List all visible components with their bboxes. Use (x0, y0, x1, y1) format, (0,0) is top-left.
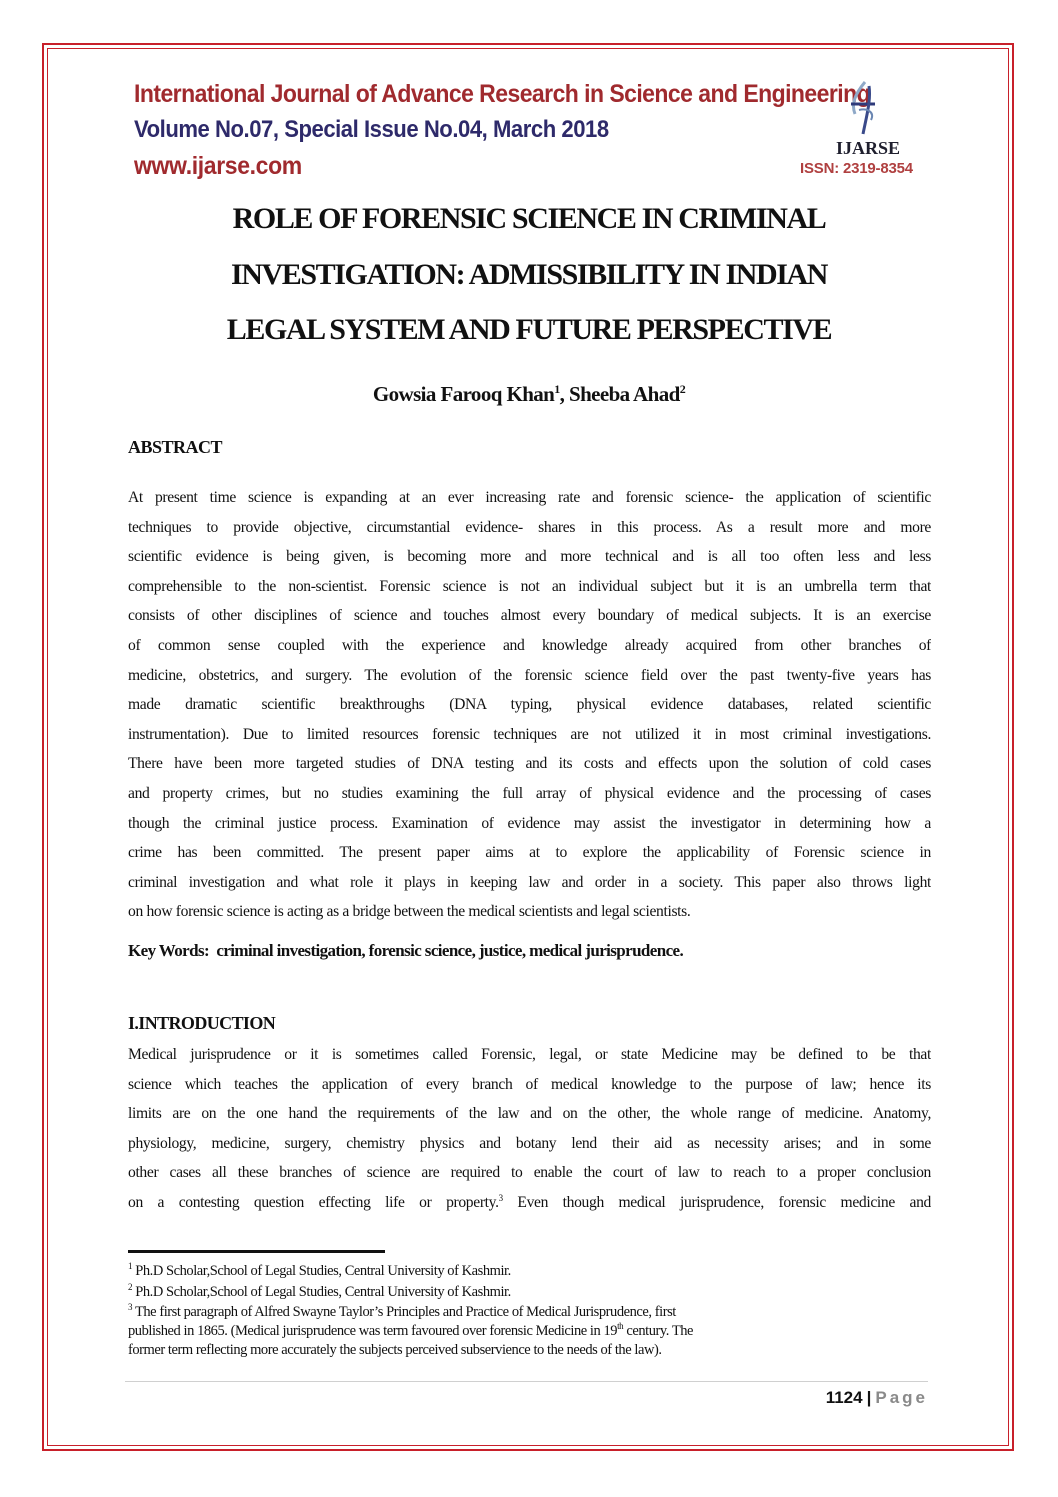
author-list (100, 382, 958, 407)
keywords (128, 941, 683, 961)
volume-issue: Volume No.07, Special Issue No.04, March 2018 (134, 116, 609, 143)
abstract-line: At present time science is expanding at an ever increasing rate and forensic science- the application of scientific (128, 489, 931, 506)
footnote-reference[interactable]: 3 (498, 1192, 503, 1203)
footnote-ordinal: th (617, 1321, 624, 1332)
footnote-mark: 2 (128, 1282, 133, 1293)
paper-title-line: ROLE OF FORENSIC SCIENCE IN CRIMINAL (232, 202, 826, 235)
abstract-line: techniques to provide objective, circumstantial evidence- shares in this process. As a result more and more (128, 518, 931, 536)
introduction-line: science which teaches the application of every branch of medical knowledge to the purpose of law; hence its (128, 1075, 931, 1093)
journal-logo-icon (845, 80, 881, 136)
footnote-text: former term reflecting more accurately the subjects perceived subservience to the needs of the law). (128, 1342, 662, 1358)
footnote-text: Ph.D Scholar,School of Legal Studies, Central University of Kashmir. (132, 1263, 511, 1279)
paper-title-line: LEGAL SYSTEM AND FUTURE PERSPECTIVE (226, 313, 832, 346)
footnote-3 (128, 1303, 928, 1360)
abstract-line: on how forensic science is acting as a bridge between the medical scientists and legal scientists. (128, 903, 691, 921)
introduction-line: Medical jurisprudence or it is sometimes called Forensic, legal, or state Medicine may be defined to be that (128, 1046, 931, 1063)
abstract-line: There have been more targeted studies of DNA testing and its costs and effects upon the solution of cold cases (128, 755, 931, 773)
footnote-mark: 1 (128, 1261, 133, 1272)
page-number-value: 1124 (825, 1388, 863, 1407)
abstract-line: comprehensible to the non-scientist. Forensic science is not an individual subject but it is an umbrella term that (128, 577, 931, 595)
author-name: Gowsia Farooq Khan (372, 382, 555, 406)
introduction-line: physiology, medicine, surgery, chemistry physics and botany lend their aid as necessity arises; and in some (128, 1134, 931, 1152)
page-label: Page (875, 1388, 928, 1407)
footnote-text: The first paragraph of Alfred Swayne Taylor’s Principles and Practice of Medical Jurisprudence, first (132, 1304, 676, 1320)
introduction-text: Even though medical jurisprudence, forensic medicine and (502, 1193, 931, 1211)
abstract-line: crime has been committed. The present paper aims at to explore the applicability of Forensic science in (128, 844, 931, 862)
abstract-line: of common sense coupled with the experience and knowledge already acquired from other branches of (128, 636, 931, 654)
journal-issn: ISSN: 2319-8354 (800, 160, 913, 177)
introduction-line: limits are on the one hand the requirements of the law and on the other, the whole range of medicine. Anatomy, (128, 1105, 931, 1123)
abstract-body (128, 483, 931, 927)
abstract-line: scientific evidence is being given, is becoming more and more technical and is all too often less and less (128, 548, 931, 566)
footnote-text: century. The (623, 1323, 694, 1339)
page-number-separator: | (866, 1388, 872, 1407)
abstract-line: consists of other disciplines of science and touches almost every boundary of medical subjects. It is an exercise (128, 607, 931, 625)
footnote-text: published in 1865. (Medical jurisprudence was term favoured over forensic Medicine in 19 (128, 1323, 618, 1339)
introduction-heading: I.INTRODUCTION (128, 1013, 276, 1033)
abstract-line: medicine, obstetrics, and surgery. The evolution of the forensic science field over the past twenty-five years has (128, 666, 931, 684)
author-affiliation-mark[interactable]: 1 (554, 382, 560, 396)
introduction-text: on a contesting question effecting life or property. (128, 1193, 499, 1211)
author-affiliation-mark[interactable]: 2 (679, 382, 686, 396)
journal-website: www.ijarse.com (134, 152, 302, 180)
introduction-body (128, 1040, 931, 1218)
introduction-line: other cases all these branches of science are required to enable the court of law to reach to a proper conclusion (128, 1164, 931, 1182)
footnote-separator (128, 1250, 385, 1253)
abstract-line: though the criminal justice process. Examination of evidence may assist the investigator in determining how a (128, 814, 931, 832)
journal-name: International Journal of Advance Research in Science and Engineering (134, 80, 871, 108)
keywords-label: Key Words: (128, 941, 210, 960)
abstract-line: instrumentation). Due to limited resources forensic techniques are not utilized it in most criminal investigations. (128, 725, 931, 743)
abstract-heading: ABSTRACT (128, 437, 223, 457)
author-name: Sheeba Ahad (568, 382, 680, 406)
keywords-list: criminal investigation, forensic science, justice, medical jurisprudence. (216, 941, 684, 960)
abstract-line: criminal investigation and what role it plays in keeping law and order in a society. This paper also throws light (128, 873, 931, 891)
footnote-text: Ph.D Scholar,School of Legal Studies, Central University of Kashmir. (132, 1284, 511, 1300)
footer-divider (125, 1381, 928, 1382)
footnote-1 (128, 1262, 928, 1281)
abstract-line: made dramatic scientific breakthroughs (DNA typing, physical evidence databases, related scientific (128, 696, 931, 714)
footnote-mark: 3 (128, 1302, 133, 1313)
paper-title-line: INVESTIGATION: ADMISSIBILITY IN INDIAN (230, 258, 828, 291)
footnote-2 (128, 1283, 928, 1302)
abstract-line: and property crimes, but no studies examining the full array of physical evidence and the processing of cases (128, 784, 931, 802)
introduction-line (128, 1188, 931, 1218)
journal-logo-text: IJARSE (836, 138, 901, 158)
page-number (826, 1388, 928, 1408)
author-separator: , (559, 382, 569, 406)
